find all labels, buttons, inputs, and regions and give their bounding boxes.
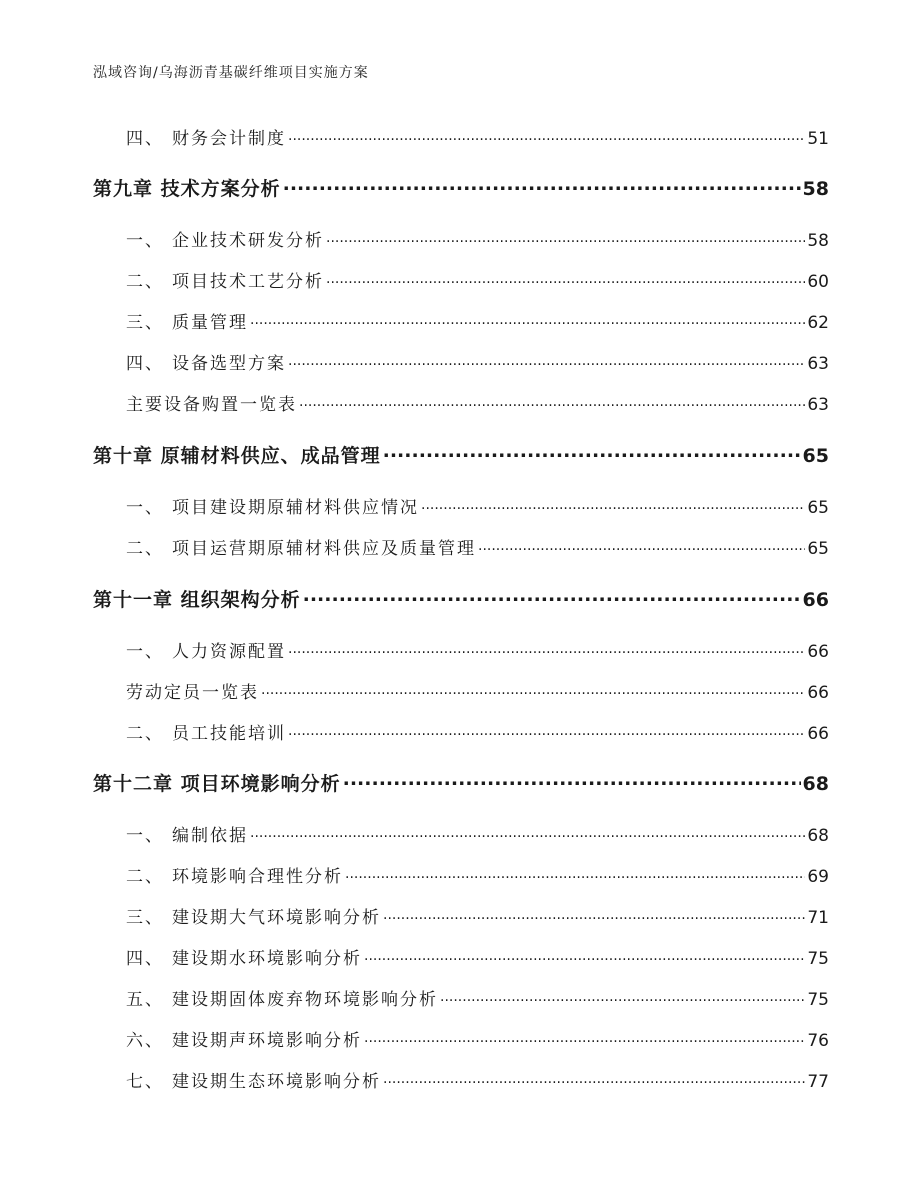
toc-entry-number: 一、 bbox=[126, 231, 164, 251]
toc-entry-page: 68 bbox=[807, 826, 829, 846]
toc-entry-title: 人力资源配置 bbox=[172, 642, 286, 662]
toc-entry-title: 第十一章 组织架构分析 bbox=[93, 589, 301, 611]
dot-leader bbox=[383, 1070, 805, 1087]
toc-entry-page: 65 bbox=[807, 498, 829, 518]
dot-leader bbox=[283, 176, 801, 195]
dot-leader bbox=[326, 229, 805, 246]
toc-entry-section[interactable] bbox=[126, 124, 829, 149]
page-header: 泓域咨询/乌海沥青基碳纤维项目实施方案 bbox=[93, 65, 369, 81]
toc-entry-page: 58 bbox=[807, 231, 829, 251]
toc-entry-section[interactable] bbox=[126, 637, 829, 662]
dot-leader bbox=[364, 947, 805, 964]
toc-entry-section[interactable] bbox=[126, 390, 829, 415]
dot-leader bbox=[261, 681, 805, 698]
toc-entry-section[interactable] bbox=[126, 534, 829, 559]
toc-entry-label bbox=[126, 124, 286, 149]
toc-entry-title: 建设期声环境影响分析 bbox=[172, 1031, 362, 1051]
dot-leader bbox=[288, 722, 805, 739]
toc-entry-section[interactable] bbox=[126, 308, 829, 333]
toc-entry-number: 二、 bbox=[126, 867, 164, 887]
toc-entry-number: 三、 bbox=[126, 313, 164, 333]
toc-entry-page: 65 bbox=[807, 539, 829, 559]
toc-entry-label bbox=[126, 534, 476, 559]
toc-entry-page: 60 bbox=[807, 272, 829, 292]
toc-entry-title: 建设期水环境影响分析 bbox=[172, 949, 362, 969]
toc-entry-title: 环境影响合理性分析 bbox=[172, 867, 343, 887]
toc-entry-chapter[interactable] bbox=[93, 769, 829, 796]
toc-entry-title: 财务会计制度 bbox=[172, 129, 286, 149]
toc-entry-number: 七、 bbox=[126, 1072, 164, 1092]
toc-entry-section[interactable] bbox=[126, 985, 829, 1010]
toc-entry-page: 66 bbox=[807, 683, 829, 703]
toc-entry-section[interactable] bbox=[126, 903, 829, 928]
dot-leader bbox=[343, 771, 801, 790]
toc-entry-section[interactable] bbox=[126, 821, 829, 846]
toc-entry-number: 五、 bbox=[126, 990, 164, 1010]
toc-entry-page: 75 bbox=[807, 990, 829, 1010]
toc-entry-number: 一、 bbox=[126, 498, 164, 518]
toc-entry-page: 58 bbox=[802, 178, 829, 200]
toc-entry-section[interactable] bbox=[126, 719, 829, 744]
dot-leader bbox=[303, 587, 801, 606]
dot-leader bbox=[383, 443, 801, 462]
toc-entry-section[interactable] bbox=[126, 349, 829, 374]
toc-entry-page: 66 bbox=[807, 642, 829, 662]
dot-leader bbox=[250, 824, 805, 841]
toc-entry-number: 六、 bbox=[126, 1031, 164, 1051]
toc-entry-number: 一、 bbox=[126, 642, 164, 662]
toc-entry-number: 二、 bbox=[126, 724, 164, 744]
dot-leader bbox=[345, 865, 805, 882]
toc-entry-page: 76 bbox=[807, 1031, 829, 1051]
toc-entry-section[interactable] bbox=[126, 1026, 829, 1051]
toc-entry-label bbox=[126, 862, 343, 887]
toc-entry-title: 第九章 技术方案分析 bbox=[93, 178, 281, 200]
toc-entry-label bbox=[126, 1026, 362, 1051]
toc-entry-page: 69 bbox=[807, 867, 829, 887]
toc-entry-title: 编制依据 bbox=[172, 826, 248, 846]
toc-entry-page: 65 bbox=[802, 445, 829, 467]
toc-entry-page: 63 bbox=[807, 395, 829, 415]
toc-entry-page: 77 bbox=[807, 1072, 829, 1092]
toc-entry-section[interactable] bbox=[126, 493, 829, 518]
toc-entry-section[interactable] bbox=[126, 1067, 829, 1092]
toc-entry-section[interactable] bbox=[126, 226, 829, 251]
toc-entry-label bbox=[126, 821, 248, 846]
toc-entry-label bbox=[126, 493, 419, 518]
toc-entry-title: 项目建设期原辅材料供应情况 bbox=[172, 498, 419, 518]
dot-leader bbox=[288, 640, 805, 657]
toc-entry-number: 四、 bbox=[126, 129, 164, 149]
toc-entry-title: 员工技能培训 bbox=[172, 724, 286, 744]
toc-entry-page: 75 bbox=[807, 949, 829, 969]
toc-entry-title: 设备选型方案 bbox=[172, 354, 286, 374]
toc-entry-label bbox=[126, 985, 438, 1010]
toc-entry-number: 四、 bbox=[126, 949, 164, 969]
dot-leader bbox=[299, 393, 805, 410]
toc-entry-page: 66 bbox=[802, 589, 829, 611]
toc-entry-title: 主要设备购置一览表 bbox=[126, 395, 297, 415]
toc-entry-title: 企业技术研发分析 bbox=[172, 231, 324, 251]
toc-entry-number: 一、 bbox=[126, 826, 164, 846]
toc-entry-chapter[interactable] bbox=[93, 441, 829, 468]
toc-entry-chapter[interactable] bbox=[93, 585, 829, 612]
toc-entry-label bbox=[126, 1067, 381, 1092]
toc-entry-title: 建设期大气环境影响分析 bbox=[172, 908, 381, 928]
toc-entry-page: 62 bbox=[807, 313, 829, 333]
toc-entry-title: 建设期生态环境影响分析 bbox=[172, 1072, 381, 1092]
dot-leader bbox=[383, 906, 805, 923]
dot-leader bbox=[364, 1029, 805, 1046]
toc-entry-label bbox=[126, 903, 381, 928]
toc-entry-section[interactable] bbox=[126, 678, 829, 703]
dot-leader bbox=[288, 127, 805, 144]
toc-entry-chapter[interactable] bbox=[93, 174, 829, 201]
toc-entry-section[interactable] bbox=[126, 267, 829, 292]
toc-entry-label bbox=[126, 308, 248, 333]
toc-entry-label bbox=[126, 637, 286, 662]
toc-entry-number: 四、 bbox=[126, 354, 164, 374]
toc-entry-title: 建设期固体废弃物环境影响分析 bbox=[172, 990, 438, 1010]
toc-entry-page: 51 bbox=[807, 129, 829, 149]
toc-entry-section[interactable] bbox=[126, 944, 829, 969]
toc-entry-label bbox=[126, 349, 286, 374]
dot-leader bbox=[250, 311, 805, 328]
toc-entry-title: 劳动定员一览表 bbox=[126, 683, 259, 703]
dot-leader bbox=[326, 270, 805, 287]
toc-entry-page: 71 bbox=[807, 908, 829, 928]
toc-entry-label bbox=[126, 719, 286, 744]
dot-leader bbox=[478, 537, 805, 554]
toc-entry-section[interactable] bbox=[126, 862, 829, 887]
toc-entry-title: 第十章 原辅材料供应、成品管理 bbox=[93, 445, 381, 467]
toc-entry-title: 第十二章 项目环境影响分析 bbox=[93, 773, 341, 795]
dot-leader bbox=[440, 988, 805, 1005]
toc-entry-title: 项目运营期原辅材料供应及质量管理 bbox=[172, 539, 476, 559]
toc-entry-label bbox=[126, 226, 324, 251]
toc-entry-label bbox=[126, 944, 362, 969]
toc-entry-page: 66 bbox=[807, 724, 829, 744]
toc-entry-number: 三、 bbox=[126, 908, 164, 928]
toc-entry-title: 项目技术工艺分析 bbox=[172, 272, 324, 292]
dot-leader bbox=[288, 352, 805, 369]
toc-entry-title: 质量管理 bbox=[172, 313, 248, 333]
dot-leader bbox=[421, 496, 805, 513]
toc-entry-number: 二、 bbox=[126, 272, 164, 292]
toc-entry-page: 68 bbox=[802, 773, 829, 795]
toc-entry-page: 63 bbox=[807, 354, 829, 374]
toc-entry-label bbox=[126, 267, 324, 292]
toc-entry-number: 二、 bbox=[126, 539, 164, 559]
